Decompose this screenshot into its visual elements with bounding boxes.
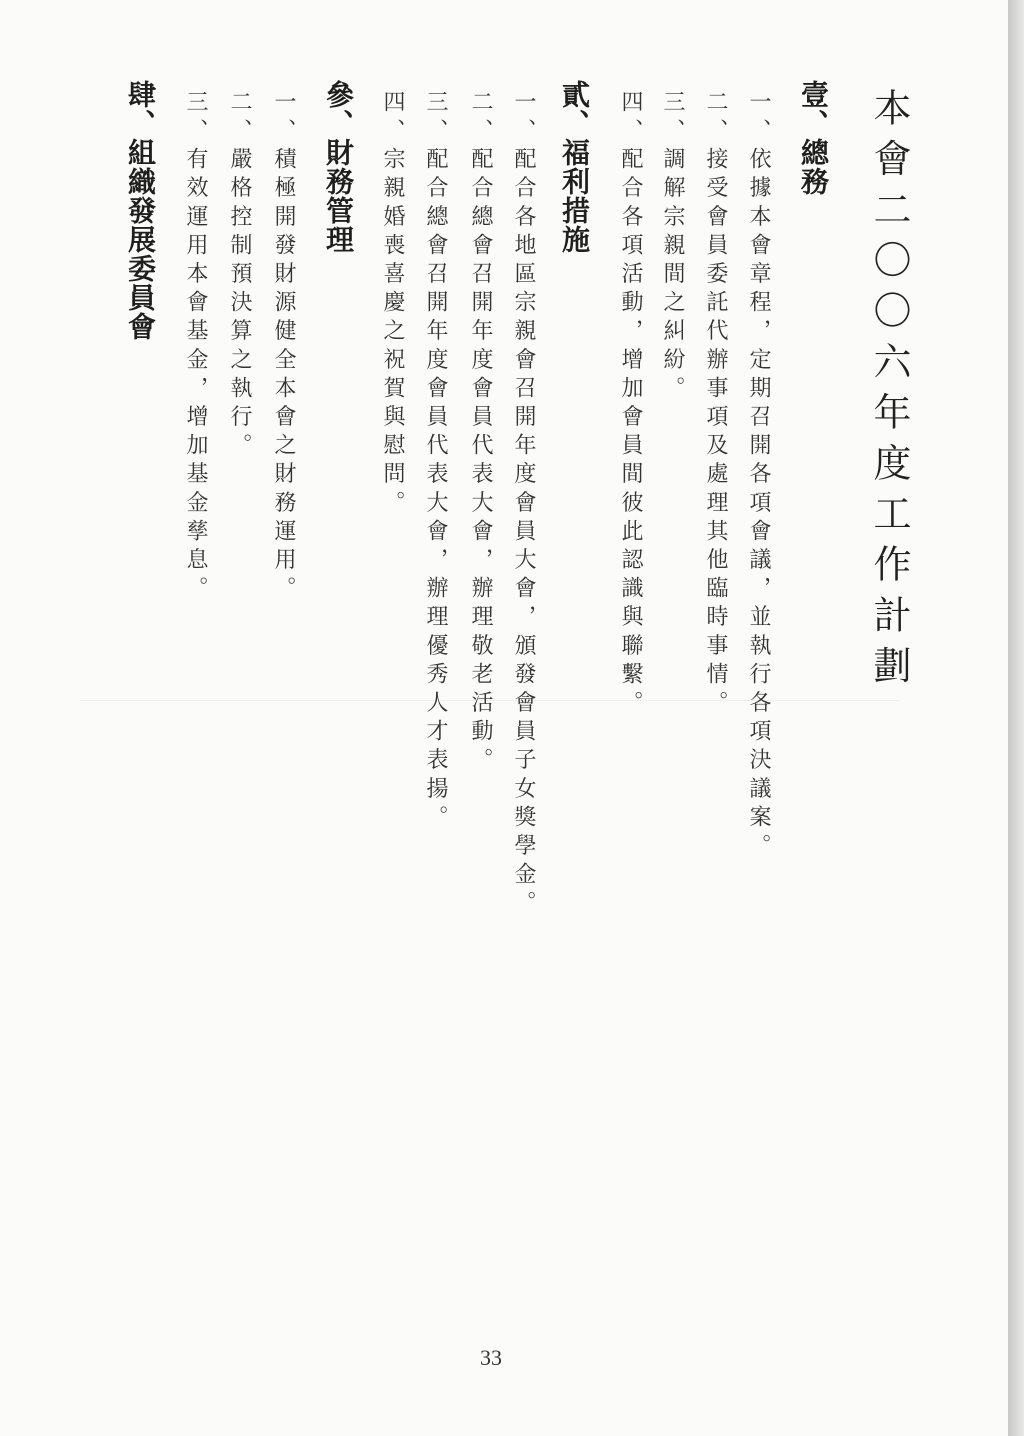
list-item: 二、接受會員委託代辦事項及處理其他臨時事情。	[703, 90, 728, 720]
list-item: 四、宗親婚喪喜慶之祝賀與慰問。	[380, 90, 405, 519]
list-item: 四、配合各項活動，增加會員間彼此認識與聯繫。	[618, 90, 643, 720]
show-through-artifact	[80, 700, 900, 1261]
section-heading-welfare: 貳、福利措施	[558, 80, 591, 254]
section-heading-financial-management: 參、財務管理	[322, 80, 355, 254]
list-item: 三、調解宗親間之糾紛。	[660, 90, 685, 405]
section-heading-organization-committee: 肆、組織發展委員會	[124, 80, 157, 341]
list-item: 三、配合總會召開年度會員代表大會，辦理優秀人才表揚。	[423, 90, 448, 834]
list-item: 一、依據本會章程，定期召開各項會議，並執行各項決議案。	[746, 90, 771, 863]
page-binding-edge	[1008, 0, 1024, 1436]
page-title: 本會二〇〇六年度工作計劃	[867, 88, 911, 697]
section-heading-general-affairs: 壹、總務	[797, 80, 830, 196]
list-item: 二、嚴格控制預決算之執行。	[227, 90, 252, 462]
list-item: 二、配合總會召開年度會員代表大會，辦理敬老活動。	[468, 90, 493, 777]
list-item: 一、配合各地區宗親會召開年度會員大會，頒發會員子女獎學金。	[511, 90, 536, 920]
list-item: 三、有效運用本會基金，增加基金孳息。	[183, 90, 208, 605]
list-item: 一、積極開發財源健全本會之財務運用。	[271, 90, 296, 605]
page-number: 33	[480, 1345, 502, 1370]
